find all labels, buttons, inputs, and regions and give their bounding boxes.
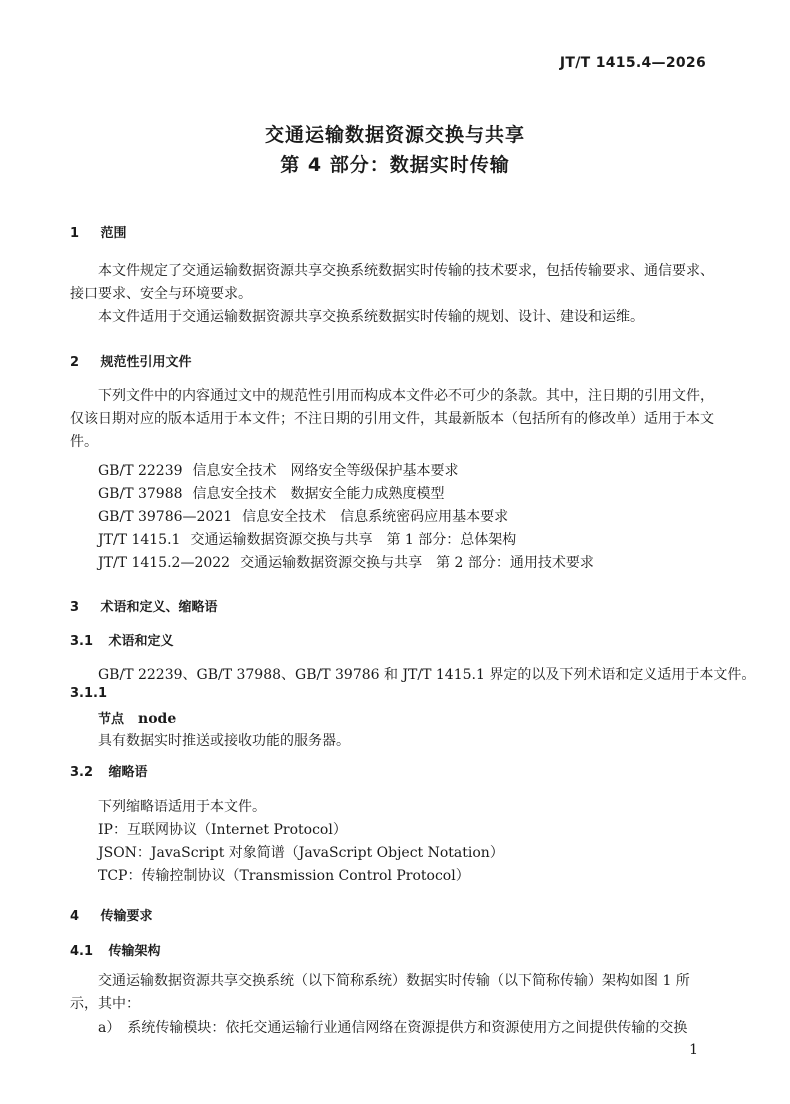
reference-title: 信息安全技术 信息系统密码应用基本要求	[242, 509, 509, 525]
abbreviation-item: IP：互联网协议（Internet Protocol）	[98, 822, 347, 838]
section-title: 传输架构	[108, 944, 161, 959]
paragraph: 本文件规定了交通运输数据资源共享交换系统数据实时传输的技术要求，包括传输要求、通信要求、接口要求、安全与环境要求。	[70, 263, 714, 302]
reference-title: 信息安全技术 网络安全等级保护基本要求	[192, 463, 459, 479]
section-1-heading	[70, 222, 127, 241]
reference-item	[98, 552, 594, 572]
list-item: a） 系统传输模块：依托交通运输行业通信网络在资源提供方和资源使用方之间提供传输的交换	[98, 1020, 688, 1036]
document-title-line1: 交通运输数据资源交换与共享	[264, 124, 525, 146]
subsection-4-1-heading	[70, 940, 161, 959]
section-title: 范围	[100, 226, 127, 241]
section-2-heading	[70, 351, 192, 370]
reference-code: JT/T 1415.1	[98, 532, 181, 548]
reference-title: 交通运输数据资源交换与共享 第 1 部分：总体架构	[190, 532, 517, 548]
reference-title: 信息安全技术 数据安全能力成熟度模型	[192, 486, 445, 502]
section-title: 术语和定义	[108, 634, 174, 649]
reference-item	[98, 483, 445, 503]
term-number: 3.1.1	[70, 686, 108, 701]
section-number: 3.1	[70, 634, 94, 649]
section-title: 术语和定义、缩略语	[100, 600, 218, 615]
section-title: 缩略语	[108, 765, 148, 780]
term-chinese: 节点	[98, 712, 125, 727]
term-english: node	[138, 711, 177, 727]
standard-number: JT/T 1415.4—2026	[559, 55, 706, 71]
section-number: 3	[70, 600, 80, 615]
paragraph: GB/T 22239、GB/T 37988、GB/T 39786 和 JT/T 1415.1 界定的以及下列术语和定义适用于本文件。	[98, 667, 756, 683]
paragraph: 下列文件中的内容通过文中的规范性引用而构成本文件必不可少的条款。其中，注日期的引用文件，仅该日期对应的版本适用于本文件；不注日期的引用文件，其最新版本（包括所有的修改单）适用于本文件。	[70, 388, 714, 450]
abbreviation-item: TCP：传输控制协议（Transmission Control Protocol）	[98, 868, 470, 884]
subsection-3-2-heading	[70, 761, 148, 780]
section-3-heading	[70, 596, 218, 615]
reference-code: GB/T 37988	[98, 486, 183, 502]
paragraph: 交通运输数据资源共享交换系统（以下简称系统）数据实时传输（以下简称传输）架构如图 1 所示，其中：	[70, 973, 690, 1012]
paragraph: 下列缩略语适用于本文件。	[98, 799, 266, 815]
section-number: 2	[70, 355, 80, 370]
section-number: 3.2	[70, 765, 94, 780]
reference-title: 交通运输数据资源交换与共享 第 2 部分：通用技术要求	[240, 555, 594, 571]
section-title: 传输要求	[100, 909, 153, 924]
term-entry	[98, 708, 176, 727]
section-number: 1	[70, 226, 80, 241]
reference-item	[98, 506, 508, 526]
page-number: 1	[689, 1042, 698, 1058]
section-number: 4.1	[70, 944, 94, 959]
paragraph: 本文件适用于交通运输数据资源共享交换系统数据实时传输的规划、设计、建设和运维。	[98, 309, 644, 325]
subsection-3-1-heading	[70, 630, 174, 649]
section-4-heading	[70, 905, 153, 924]
section-title: 规范性引用文件	[100, 355, 192, 370]
reference-code: GB/T 22239	[98, 463, 183, 479]
section-number: 4	[70, 909, 80, 924]
abbreviation-item: JSON：JavaScript 对象简谱（JavaScript Object Notation）	[98, 845, 504, 861]
term-definition: 具有数据实时推送或接收功能的服务器。	[98, 733, 350, 749]
reference-code: JT/T 1415.2—2022	[98, 555, 231, 571]
reference-item	[98, 529, 516, 549]
reference-code: GB/T 39786—2021	[98, 509, 233, 525]
document-title-line2: 第 4 部分：数据实时传输	[280, 154, 510, 176]
reference-item	[98, 460, 459, 480]
